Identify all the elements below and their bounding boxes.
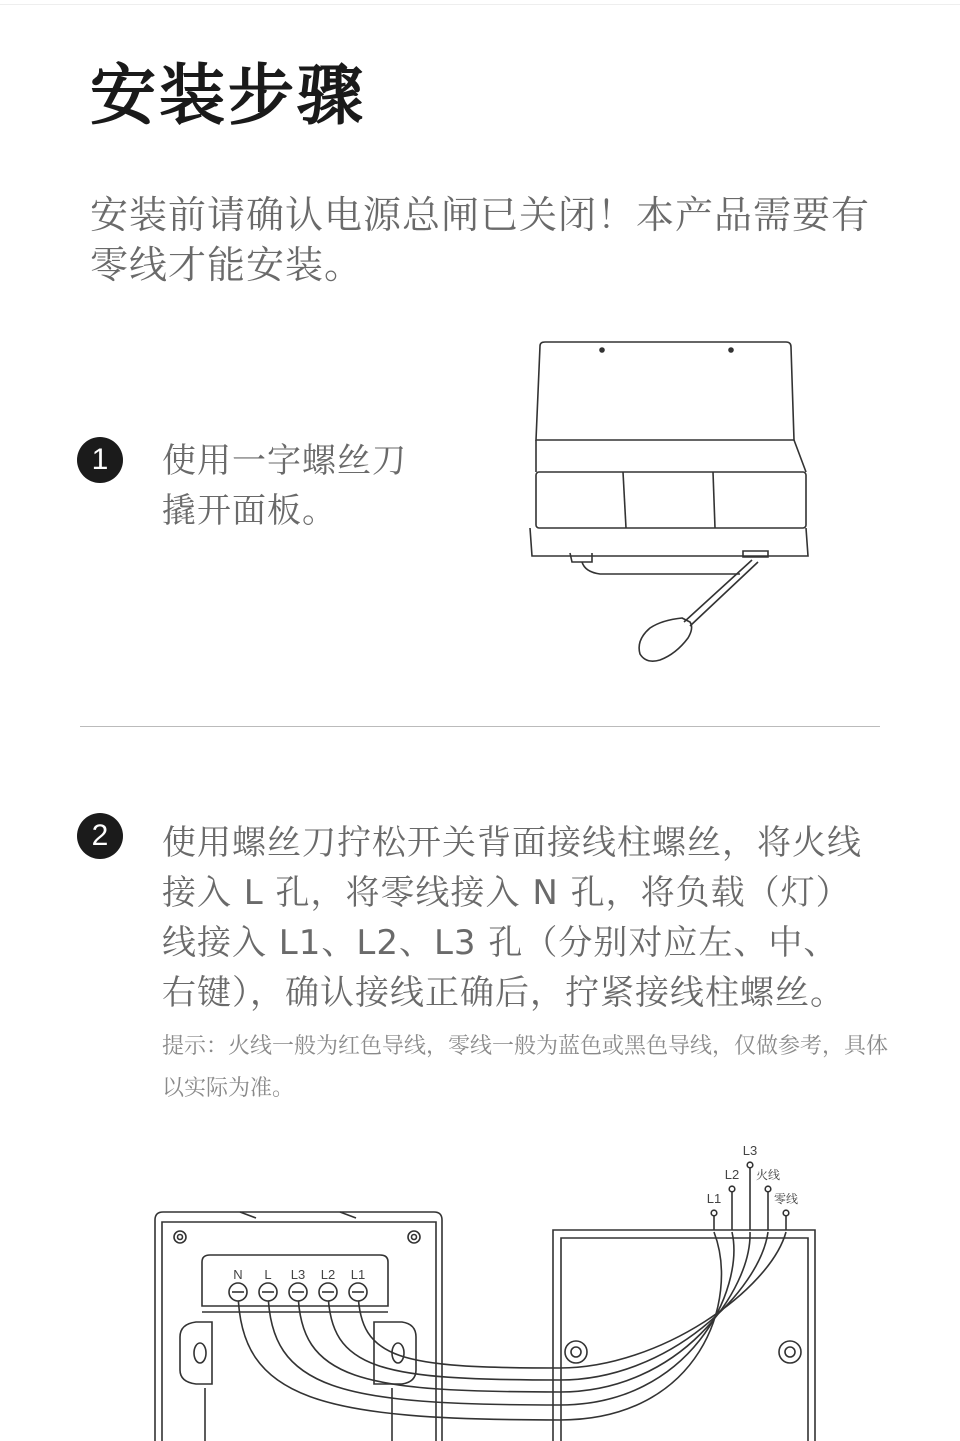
- terminal-label-n: N: [233, 1267, 243, 1282]
- terminal-label-l3: L3: [290, 1267, 306, 1282]
- wire-label-neutral: 零线: [773, 1192, 799, 1206]
- wire-label-live: 火线: [755, 1168, 781, 1182]
- step-2-hint: 提示：火线一般为红色导线，零线一般为蓝色或黑色导线，仅做参考，具体以实际为准。: [162, 1034, 889, 1101]
- step-1-line: 使用一字螺丝刀: [162, 441, 407, 481]
- terminal-label-l1: L1: [350, 1267, 366, 1282]
- step-1-line: 撬开面板。: [162, 491, 337, 531]
- page-title: 安装步骤: [90, 57, 366, 134]
- step-1-number-badge: 1: [77, 437, 123, 483]
- step-2-number-badge: 2: [77, 813, 123, 859]
- step-2-line: 右键），确认接线正确后，拧紧接线柱螺丝。: [162, 973, 845, 1013]
- step-2-line: 使用螺丝刀拧松开关背面接线柱螺丝，将火线: [162, 823, 862, 863]
- wire-label-l2: L2: [724, 1167, 740, 1182]
- intro-warning: 安装前请确认电源总闸已关闭！本产品需要有零线才能安装。: [90, 193, 871, 287]
- wire-label-l3: L3: [742, 1143, 758, 1158]
- terminal-label-l: L: [264, 1267, 272, 1282]
- wire-label-l1: L1: [706, 1191, 722, 1206]
- step-2-line: 接入 L 孔，将零线接入 N 孔，将负载（灯）: [162, 873, 851, 913]
- step-2-line: 线接入 L1、L2、L3 孔（分别对应左、中、: [162, 923, 839, 963]
- terminal-label-l2: L2: [320, 1267, 336, 1282]
